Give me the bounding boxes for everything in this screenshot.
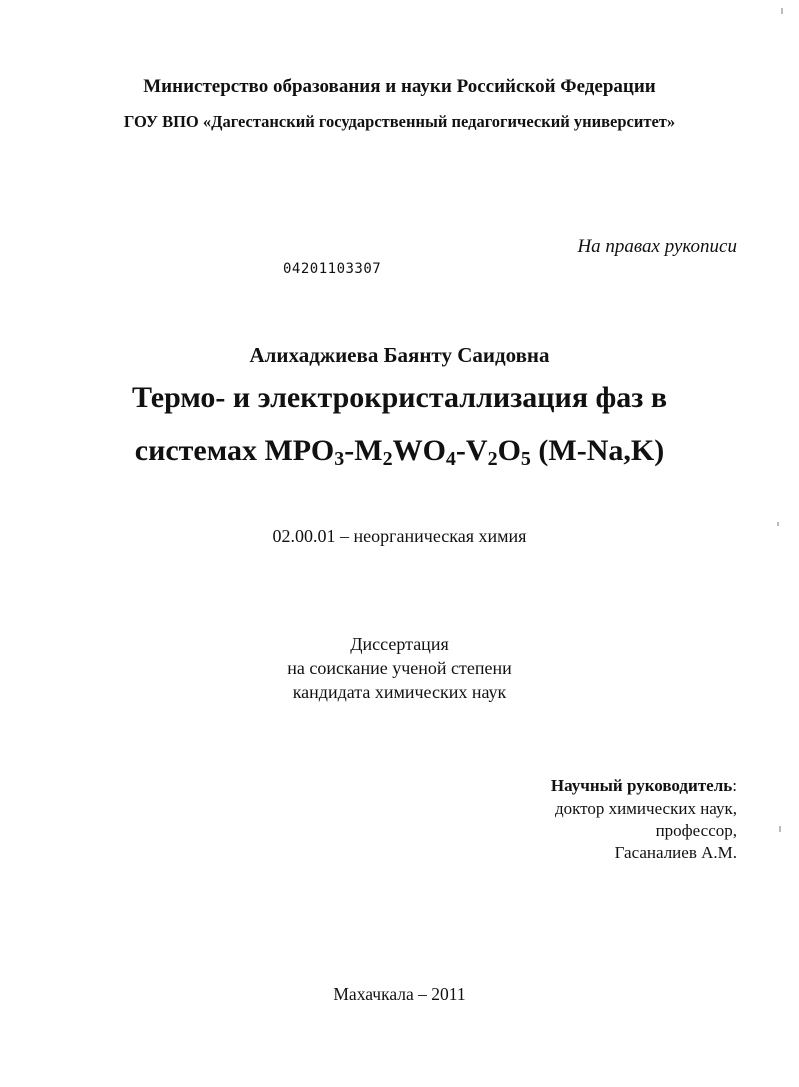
title-sub-2: 2: [382, 448, 393, 470]
registration-code: 04201103307: [283, 261, 382, 277]
scan-artifact: [777, 522, 779, 526]
scan-artifact: [779, 826, 781, 832]
title-part: -М: [344, 434, 383, 467]
specialty-code: 02.00.01 – неорганическая химия: [272, 526, 527, 546]
title-sub-2: 2: [487, 448, 498, 470]
dissertation-label: Диссертация: [350, 634, 449, 654]
supervisor-colon: :: [732, 776, 737, 795]
title-part: O: [497, 434, 521, 467]
supervisor-degree: доктор химических наук,: [554, 799, 737, 818]
degree-purpose: на соискание ученой степени: [287, 658, 512, 678]
university-name: ГОУ ВПО «Дагестанский государственный педагогический университет»: [123, 112, 676, 131]
dissertation-title-line1: Термо- и электрокристаллизация фаз в: [131, 381, 668, 414]
scan-artifact: [781, 8, 783, 14]
dissertation-title-line2: [0, 434, 799, 468]
title-part: (M-Na,K): [530, 434, 665, 467]
supervisor-heading: [551, 776, 737, 796]
supervisor-label: Научный руководитель: [550, 776, 733, 795]
author-name: Алихаджиева Баянту Саидовна: [249, 343, 550, 367]
title-sub-5: 5: [520, 448, 531, 470]
ministry-name: Министерство образования и науки Российской Федерации: [143, 76, 656, 97]
city-year: Махачкала – 2011: [333, 984, 466, 1004]
rights-note: На правах рукописи: [577, 236, 737, 257]
degree-name: кандидата химических наук: [292, 682, 507, 702]
title-part: WO: [392, 434, 446, 467]
title-sub-4: 4: [445, 448, 456, 470]
title-line2-prefix: системах МРО: [134, 434, 335, 467]
supervisor-name: Гасаналиев А.М.: [614, 843, 737, 862]
title-part: -V: [455, 434, 488, 467]
title-sub-3: 3: [334, 448, 345, 470]
supervisor-rank: профессор,: [655, 821, 737, 840]
